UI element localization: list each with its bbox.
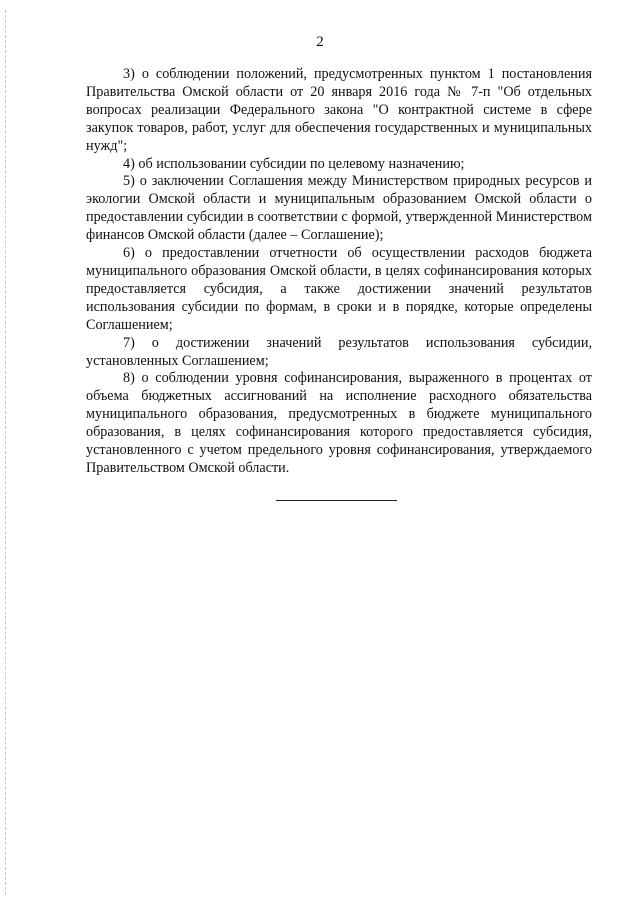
document-body: [86, 66, 592, 478]
end-separator-line: [276, 500, 397, 501]
paragraph-item-4: 4) об использовании субсидии по целевому назначению;: [123, 155, 465, 172]
paragraph-item-3: 3) о соблюдении положений, предусмотренных пунктом 1 постановления Правительства Омской области от 20 января 2016 года № 7-п "Об отдельных вопросах реализации Федерального закона "О контрактной системе в сфере закупок товаров, работ, услуг для обеспечения государственных и муниципальных нужд";: [86, 66, 592, 154]
scan-left-edge: [5, 10, 6, 895]
page-number: 2: [316, 34, 324, 50]
paragraph-item-5: 5) о заключении Соглашения между Министерством природных ресурсов и экологии Омской области и муниципальным образованием Омской области о предоставлении субсидии в соответствии с формой, утвержденной Министерством финансов Омской области (далее – Соглашение);: [86, 173, 592, 244]
paragraph-item-6: 6) о предоставлении отчетности об осуществлении расходов бюджета муниципального образования Омской области, в целях софинансирования которых предоставляется субсидия, а также достижении значений результатов использования субсидии по формам, в сроки и в порядке, которые определены Соглашением;: [86, 245, 592, 333]
paragraph-item-7: 7) о достижении значений результатов использования субсидии, установленных Соглашением;: [86, 334, 592, 369]
paragraph-item-8: 8) о соблюдении уровня софинансирования, выраженного в процентах от объема бюджетных ассигнований на исполнение расходного обязательства муниципального образования, предусмотренных в бюджете муниципального образования, в целях софинансирования которого предоставляется субсидия, установленного с учетом предельного уровня софинансирования, утверждаемого Правительством Омской области.: [86, 370, 592, 476]
